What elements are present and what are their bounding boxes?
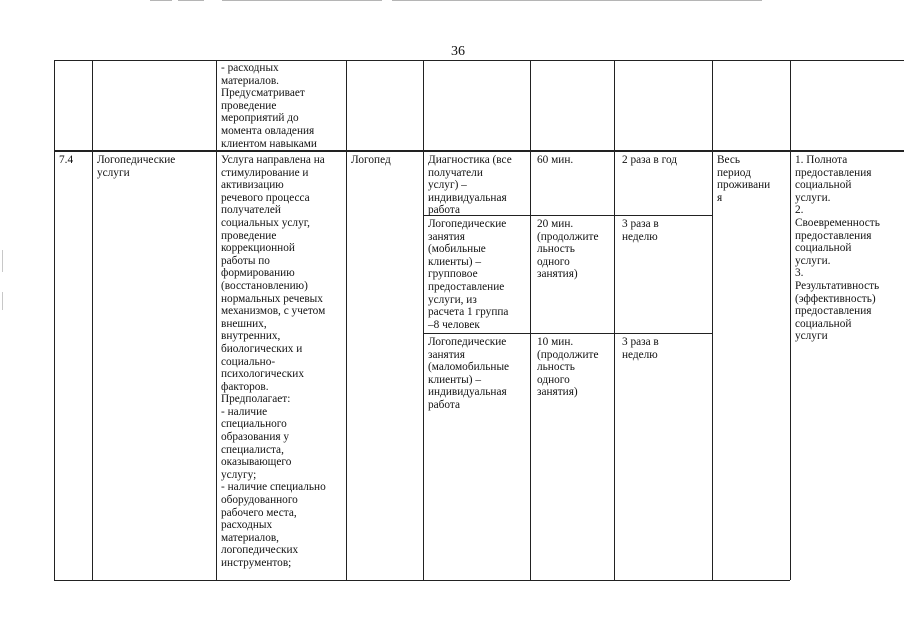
- service-number: 7.4: [59, 154, 74, 166]
- service-period: [717, 154, 770, 204]
- col-line: [346, 60, 347, 580]
- service-frequency: [622, 218, 659, 243]
- text-line: материалов,: [221, 531, 279, 544]
- scan-artifact: [150, 0, 172, 1]
- text-line: предоставления: [795, 229, 872, 242]
- page-number: 36: [451, 44, 465, 59]
- text-line: оказывающего: [221, 456, 292, 469]
- form-of-service: [428, 218, 508, 331]
- text-line: одного: [537, 255, 570, 268]
- text-line: - расходных: [221, 62, 279, 74]
- text-line: услуги, из: [428, 293, 477, 306]
- text-line: - наличие: [221, 405, 268, 418]
- col-line: [54, 60, 55, 580]
- service-duration: [537, 336, 598, 399]
- scan-artifact: [178, 0, 204, 1]
- col-line: [216, 60, 217, 580]
- text-line: 60 мин.: [537, 154, 574, 166]
- text-line: Предусматривает: [221, 87, 305, 100]
- text-line: Результативность: [795, 279, 880, 292]
- text-line: услугу;: [221, 468, 257, 481]
- text-line: внешних,: [221, 317, 267, 330]
- service-description: [221, 154, 326, 570]
- text-line: (эффективность): [795, 292, 876, 305]
- text-line: психологических: [221, 368, 304, 381]
- quality-indicators: [795, 154, 880, 343]
- text-line: работа: [428, 204, 460, 217]
- text-line: внутренних,: [221, 330, 281, 343]
- service-duration: [537, 218, 598, 281]
- col-line: [423, 60, 424, 580]
- text-line: коррекционной: [221, 242, 295, 255]
- col-line: [92, 60, 93, 580]
- text-line: (мобильные: [428, 243, 486, 256]
- text-line: мероприятий до: [221, 112, 299, 125]
- table-border-top: [54, 60, 904, 61]
- text-line: услуги: [97, 166, 130, 179]
- text-line: Логопедические: [97, 154, 176, 166]
- text-line: биологических и: [221, 342, 303, 355]
- text-line: механизмов, с учетом: [221, 305, 326, 318]
- text-line: Логопедические: [428, 336, 507, 348]
- col-line: [790, 60, 791, 580]
- service-frequency: [622, 154, 677, 167]
- text-line: нормальных речевых: [221, 292, 323, 305]
- text-line: 20 мин.: [537, 218, 574, 230]
- text-line: работа: [428, 398, 460, 411]
- text-line: 1. Полнота: [795, 154, 848, 166]
- text-line: предоставление: [428, 280, 505, 293]
- text-line: занятия): [537, 386, 578, 399]
- text-line: занятия): [537, 268, 578, 281]
- text-line: 2.: [795, 204, 804, 217]
- form-of-service: [428, 154, 512, 217]
- text-line: период: [717, 166, 751, 179]
- text-line: клиенты) –: [428, 255, 481, 268]
- col-line: [530, 60, 531, 580]
- text-line: речевого процесса: [221, 191, 310, 204]
- text-line: клиентом навыками: [221, 137, 317, 150]
- text-line: проживани: [717, 179, 771, 192]
- text-line: специального: [221, 418, 287, 431]
- text-line: я: [717, 191, 723, 204]
- text-line: Диагностика (все: [428, 154, 512, 166]
- text-line: Весь: [717, 154, 740, 166]
- text-line: Логопедические: [428, 218, 507, 230]
- text-line: Услуга направлена на: [221, 154, 325, 166]
- text-line: образования у: [221, 431, 290, 444]
- text-line: логопедических: [221, 544, 299, 557]
- text-line: услуги.: [795, 254, 831, 267]
- text-line: стимулирование и: [221, 166, 309, 179]
- text-line: 3.: [795, 267, 804, 280]
- text-line: 3 раза в: [622, 336, 659, 348]
- text-line: –8 человек: [428, 318, 480, 331]
- text-line: услуги.: [795, 191, 831, 204]
- service-specialist: Логопед: [351, 154, 391, 166]
- text-line: социальных услуг,: [221, 216, 310, 229]
- text-line: проведение: [221, 99, 277, 112]
- text-line: одного: [537, 373, 570, 386]
- col-line: [712, 60, 713, 580]
- text-line: 2 раза в год: [622, 154, 678, 166]
- text-line: социальной: [795, 317, 852, 330]
- text-line: предоставления: [795, 305, 872, 318]
- text-line: социальной: [795, 179, 852, 192]
- row-divider: [54, 150, 904, 152]
- text-line: инструментов;: [221, 557, 292, 569]
- text-line: (продолжите: [537, 348, 599, 361]
- subrow-divider: [423, 333, 712, 334]
- text-line: проведение: [221, 229, 277, 242]
- text-line: работы по: [221, 254, 270, 267]
- text-line: социальной: [795, 242, 852, 255]
- form-of-service: [428, 336, 509, 412]
- table-border-bottom: [54, 580, 790, 581]
- text-line: услуг) –: [428, 179, 467, 192]
- text-line: неделю: [622, 348, 658, 361]
- text-line: предоставления: [795, 166, 872, 179]
- scan-artifact: [222, 0, 382, 1]
- text-line: материалов.: [221, 74, 279, 87]
- text-line: клиенты) –: [428, 373, 481, 386]
- text-line: 10 мин.: [537, 336, 574, 348]
- service-frequency: [622, 336, 659, 361]
- text-line: расчета 1 группа: [428, 306, 509, 319]
- text-line: формированию: [221, 267, 295, 280]
- text-line: занятия: [428, 348, 465, 361]
- text-line: льность: [537, 361, 575, 374]
- text-line: льность: [537, 243, 575, 256]
- text-line: индивидуальная: [428, 386, 507, 399]
- text-line: (продолжите: [537, 230, 599, 243]
- text-line: специалиста,: [221, 443, 284, 456]
- text-line: (маломобильные: [428, 361, 510, 374]
- scan-artifact: [2, 292, 3, 310]
- text-line: получатели: [428, 166, 483, 179]
- text-line: расходных: [221, 519, 273, 532]
- service-name: [97, 154, 175, 179]
- text-line: социально-: [221, 355, 276, 368]
- text-line: Предполагает:: [221, 393, 291, 406]
- text-line: групповое: [428, 268, 478, 281]
- text-line: факторов.: [221, 380, 269, 393]
- text-line: активизацию: [221, 179, 284, 192]
- col-line: [614, 60, 615, 580]
- text-line: Своевременность: [795, 216, 880, 229]
- text-line: рабочего места,: [221, 506, 297, 519]
- text-line: момента овладения: [221, 124, 315, 137]
- text-line: 3 раза в: [622, 218, 659, 230]
- text-line: услуги: [795, 330, 828, 343]
- scan-artifact: [2, 250, 3, 272]
- text-line: индивидуальная: [428, 191, 507, 204]
- service-duration: [537, 154, 573, 167]
- text-line: (восстановлению): [221, 279, 308, 292]
- continuation-description: [221, 62, 317, 150]
- text-line: получателей: [221, 204, 281, 217]
- text-line: - наличие специально: [221, 481, 326, 494]
- text-line: оборудованного: [221, 494, 298, 507]
- text-line: занятия: [428, 230, 465, 243]
- text-line: неделю: [622, 230, 658, 243]
- scan-artifact: [392, 0, 762, 1]
